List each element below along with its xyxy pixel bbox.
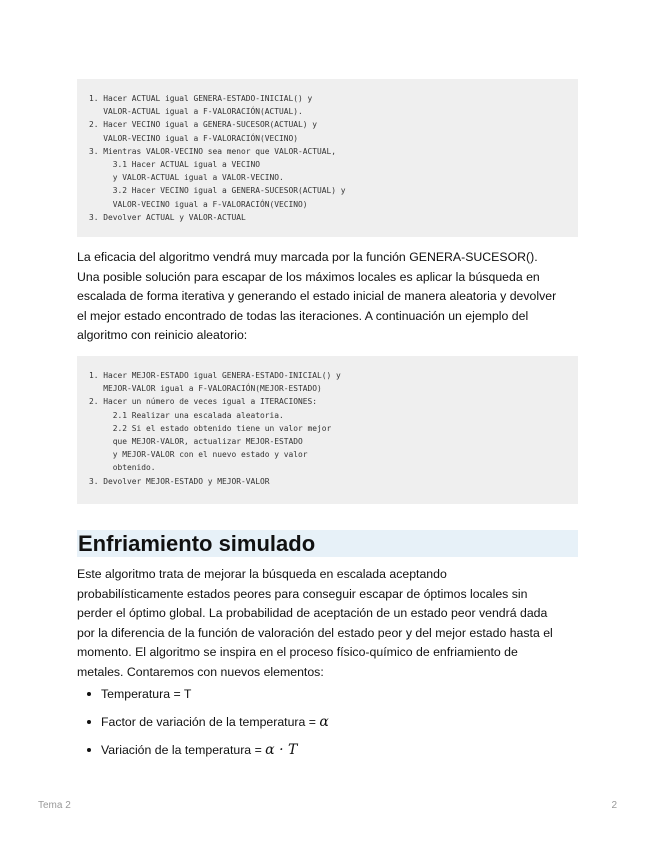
code-line: 2.1 Realizar una escalada aleatoria.: [89, 410, 284, 420]
bullet-icon: [87, 720, 91, 724]
list-item: [77, 712, 329, 740]
code-line: 3. Devolver ACTUAL y VALOR-ACTUAL: [89, 212, 246, 222]
bullet-icon: [87, 692, 91, 696]
code-line: 3.2 Hacer VECINO igual a GENERA-SUCESOR(ACTUAL) y: [89, 186, 346, 196]
paragraph-line: por la diferencia de la función de valoración del estado peor y del mejor estado hasta el: [77, 625, 553, 640]
paragraph-line: el mejor estado encontrado de todas las iteraciones. A continuación un ejemplo del: [77, 308, 529, 323]
code-line: que MEJOR-VALOR, actualizar MEJOR-ESTADO: [89, 437, 303, 447]
section-heading: Enfriamiento simulado: [77, 530, 578, 557]
math-alpha: α: [319, 714, 329, 730]
code-line: 2. Hacer VECINO igual a GENERA-SUCESOR(ACTUAL) y: [89, 120, 318, 130]
code-line: 2. Hacer un número de veces igual a ITERACIONES:: [89, 397, 318, 407]
footer-page-number: 2: [611, 800, 617, 811]
code-line: MEJOR-VALOR igual a F-VALORACIÓN(MEJOR-ESTADO): [89, 384, 322, 394]
code-line: obtenido.: [89, 463, 156, 473]
code-line: 1. Hacer MEJOR-ESTADO igual GENERA-ESTADO-INICIAL() y: [89, 371, 341, 380]
math-alpha-times-t: α · T: [265, 742, 298, 758]
paragraph-simulated-annealing: [77, 565, 582, 682]
elements-list: [77, 684, 329, 768]
list-item: [77, 740, 329, 768]
paragraph-line: Este algoritmo trata de mejorar la búsqueda en escalada aceptando: [77, 567, 447, 581]
code-line: VALOR-ACTUAL igual a F-VALORACIÓN(ACTUAL).: [89, 107, 303, 117]
code-block-hill-climbing: [77, 79, 578, 237]
paragraph-line: metales. Contaremos con nuevos elementos:: [77, 664, 324, 679]
paragraph-line: algoritmo con reinicio aleatorio:: [77, 328, 248, 342]
list-item: [77, 684, 329, 712]
code-line: y VALOR-ACTUAL igual a VALOR-VECINO.: [89, 173, 284, 183]
paragraph-line: La eficacia del algoritmo vendrá muy marcada por la función GENERA-SUCESOR().: [77, 250, 538, 264]
code-line: 2.2 Si el estado obtenido tiene un valor mejor: [89, 423, 332, 433]
paragraph-line: Una posible solución para escapar de los máximos locales es aplicar la búsqueda en: [77, 269, 540, 284]
footer-chapter-label: Tema 2: [38, 800, 71, 811]
paragraph-line: momento. El algoritmo se inspira en el proceso físico-químico de enfriamiento de: [77, 645, 518, 659]
code-line: VALOR-VECINO igual a F-VALORACIÓN(VECINO): [89, 133, 299, 143]
code-line: 3.1 Hacer ACTUAL igual a VECINO: [89, 160, 261, 170]
code-block-random-restart: [77, 356, 578, 504]
code-line: 3. Devolver MEJOR-ESTADO y MEJOR-VALOR: [89, 476, 270, 486]
list-item-text: Temperatura = T: [101, 687, 192, 701]
list-item-text: Factor de variación de la temperatura =: [101, 715, 320, 729]
paragraph-line: escalada de forma iterativa y generando el estado inicial de manera aleatoria y devolver: [77, 289, 557, 303]
paragraph-generasucesor: [77, 248, 582, 346]
paragraph-line: perder el óptimo global. La probabilidad de aceptación de un estado peor vendrá dada: [77, 606, 548, 620]
code-line: y MEJOR-VALOR con el nuevo estado y valor: [89, 450, 308, 460]
paragraph-line: probabilísticamente estados peores para conseguir escapar de óptimos locales sin: [77, 586, 528, 601]
code-line: 3. Mientras VALOR-VECINO sea menor que VALOR-ACTUAL,: [89, 146, 337, 156]
bullet-icon: [87, 748, 91, 752]
list-item-text: Variación de la temperatura =: [101, 743, 266, 757]
code-line: 1. Hacer ACTUAL igual GENERA-ESTADO-INICIAL() y: [89, 94, 313, 103]
code-line: VALOR-VECINO igual a F-VALORACIÓN(VECINO): [89, 199, 308, 209]
